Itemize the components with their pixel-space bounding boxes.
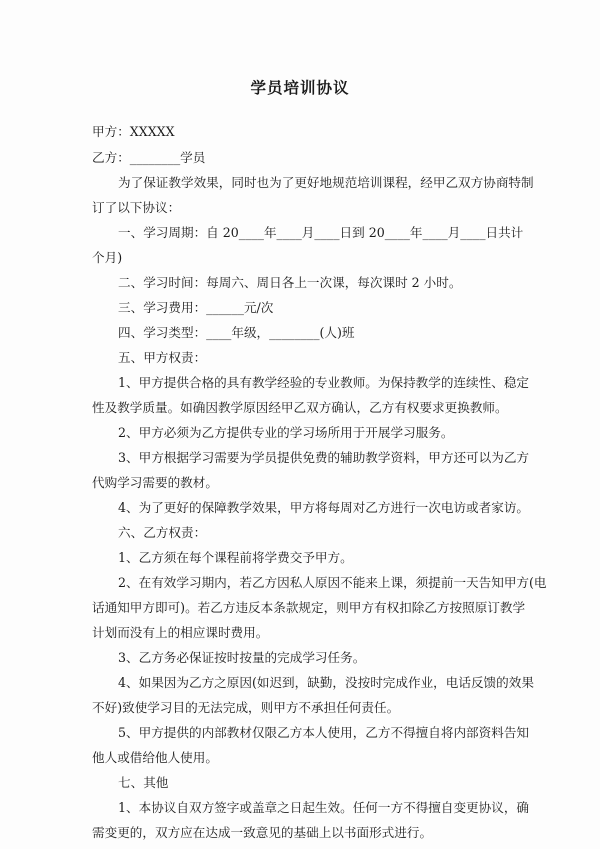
study-time-line: 二、学习时间：每周六、周日各上一次课，每次课时 2 小时。	[118, 275, 462, 290]
party-b-clause-1: 1、乙方须在每个课程前将学费交予甲方。	[118, 550, 353, 565]
party-a-clause-1-line-2: 性及教学质量。如确因教学原因经甲乙双方确认，乙方有权要求更换教师。	[92, 400, 508, 415]
party-b-clause-5-line-1: 5、甲方提供的内部教材仅限乙方本人使用，乙方不得擅自将内部资料告知	[118, 725, 530, 740]
study-period-line-2: 个月)	[92, 250, 123, 265]
party-b-clause-4-line-2: 不好)致使学习目的无法完成，则甲方不承担任何责任。	[92, 700, 400, 715]
party-b-clause-3: 3、乙方务必保证按时按量的完成学习任务。	[118, 650, 366, 665]
party-b-clause-2-line-1: 2、在有效学习期内，若乙方因私人原因不能来上课，须提前一天告知甲方(电	[118, 575, 547, 590]
party-b-clause-5-line-2: 他人或借给他人使用。	[92, 750, 218, 765]
party-a-clause-3-line-2: 代购学习需要的教材。	[92, 475, 218, 490]
section-five-heading: 五、甲方权责：	[118, 350, 207, 365]
party-a-clause-3-line-1: 3、甲方根据学习需要为学员提供免费的辅助教学资料，甲方还可以为乙方	[118, 450, 530, 465]
party-b-clause-4-line-1: 4、如果因为乙方之原因(如迟到，缺勤，没按时完成作业，电话反馈的效果	[118, 675, 534, 690]
party-a-line: 甲方：XXXXX	[92, 124, 175, 139]
section-six-heading: 六、乙方权责：	[118, 525, 207, 540]
study-fee-line: 三、学习费用：______元/次	[118, 300, 274, 315]
other-clause-1-line-1: 1、本协议自双方签字或盖章之日起生效。任何一方不得擅自变更协议，确	[118, 800, 530, 815]
party-b-clause-2-line-3: 计划而没有上的相应课时费用。	[92, 625, 269, 640]
preamble-line-2: 订了以下协议：	[92, 200, 181, 215]
party-b-clause-2-line-2: 话通知甲方即可)。若乙方违反本条款规定，则甲方有权扣除乙方按照原订教学	[92, 600, 526, 615]
party-b-line: 乙方：________学员	[92, 150, 206, 165]
party-a-clause-1-line-1: 1、甲方提供合格的具有教学经验的专业教师。为保持教学的连续性、稳定	[118, 375, 530, 390]
party-a-clause-4: 4、为了更好的保障教学效果，甲方将每周对乙方进行一次电访或者家访。	[118, 500, 530, 515]
study-type-line: 四、学习类型：____年级，________(人)班	[118, 325, 355, 340]
section-seven-heading: 七、其他	[118, 775, 169, 790]
other-clause-1-line-2: 需变更的，双方应在达成一致意见的基础上以书面形式进行。	[92, 825, 433, 840]
preamble-line-1: 为了保证教学效果，同时也为了更好地规范培训课程，经甲乙双方协商特制	[118, 175, 534, 190]
document-title: 学员培训协议	[250, 79, 350, 97]
party-a-clause-2: 2、甲方必须为乙方提供专业的学习场所用于开展学习服务。	[118, 425, 454, 440]
study-period-line-1: 一、学习周期：自 20____年____月____日到 20____年____月____日共计	[118, 225, 524, 240]
